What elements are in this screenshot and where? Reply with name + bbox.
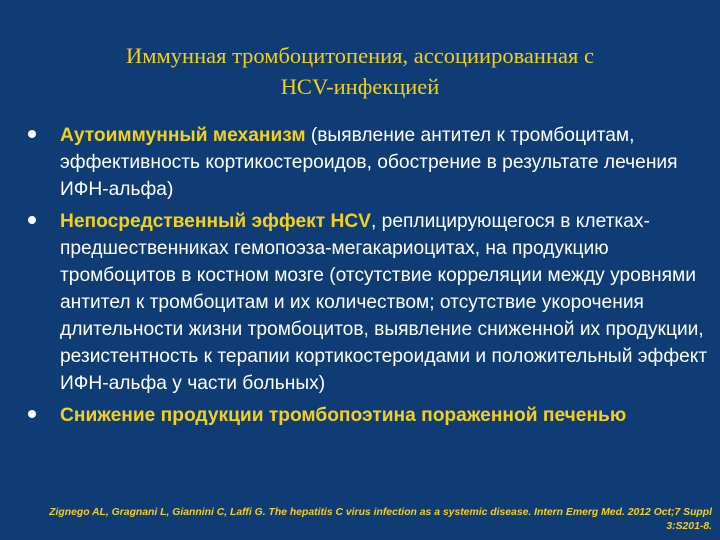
slide-title-line-2: HCV-инфекцией: [280, 74, 440, 99]
slide-title: [0, 40, 720, 102]
bullet-dot-icon: [28, 410, 36, 418]
bullet-heading: Непосредственный эффект HCV: [60, 211, 371, 232]
bullet-item-thrombopoietin: [28, 402, 710, 429]
citation: Zignego AL, Gragnani L, Giannini C, Laffi G. The hepatitis C virus infection as a systemic disease. Intern Emerg Med. 2012 Oct;7 Suppl 3:S201-8.: [49, 507, 712, 532]
bullet-dot-icon: [28, 216, 36, 224]
bullet-heading: Аутоиммунный механизм: [60, 125, 306, 146]
bullet-dot-icon: [28, 130, 36, 138]
bullet-list: [28, 122, 710, 434]
bullet-text: , реплицирующегося в клетках-предшественниках гемопоэза-мегакариоцитах, на продукцию тромбоцитов в костном мозге (отсутствие корреляции между уровнями антител к тромбоцитам и их количеством; отсутствие укорочения длительности жизни тромбоцитов, выявление сниженной их продукции, резистентность к терапии кортикостероидами и положительный эффект ИФН-альфа у части больных): [60, 211, 708, 394]
bullet-heading: Снижение продукции тромбопоэтина пораженной печенью: [60, 405, 627, 426]
bullet-item-direct-effect: [28, 208, 710, 397]
slide-title-line-1: Иммунная тромбоцитопения, ассоциированная с: [126, 43, 594, 68]
bullet-text: (выявление антител к тромбоцитам, эффективность кортикостероидов, обострение в результате лечения ИФН-альфа): [60, 125, 678, 200]
bullet-item-autoimmune: [28, 122, 710, 203]
